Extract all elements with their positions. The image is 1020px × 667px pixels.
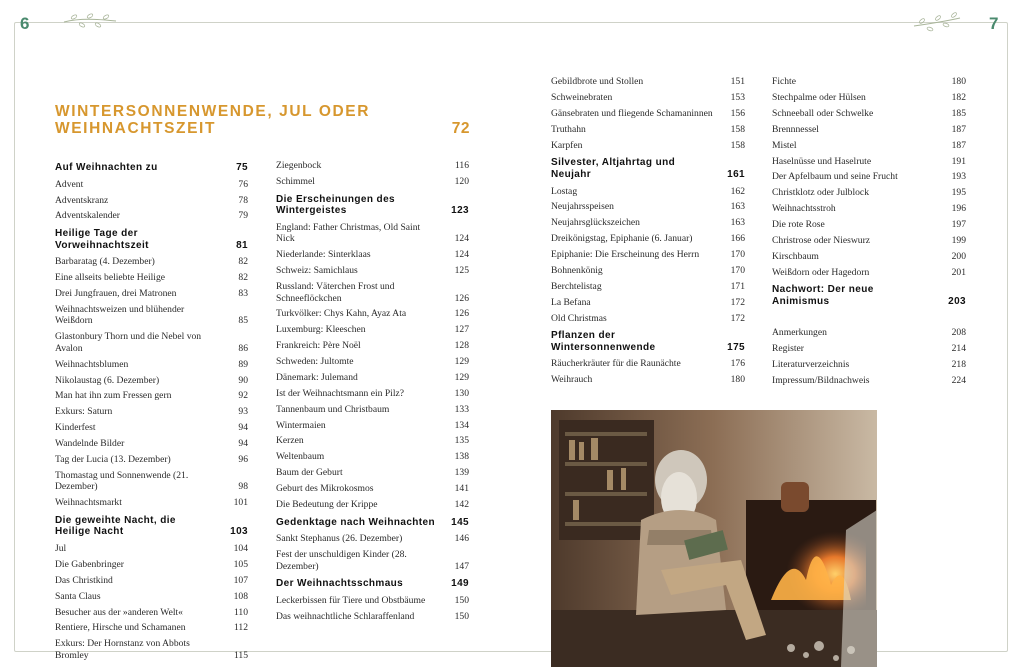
toc-entry bbox=[551, 199, 745, 215]
toc-entry-page: 82 bbox=[238, 272, 248, 284]
toc-entry-title: Adventskalender bbox=[55, 210, 121, 222]
toc-entry-page: 149 bbox=[451, 578, 469, 590]
toc-entry-page: 94 bbox=[238, 438, 248, 450]
toc-entry-page: 90 bbox=[238, 374, 248, 386]
toc-entry-title: Weihnachtsweizen und blühender Weißdorn bbox=[55, 303, 185, 327]
toc-entry bbox=[551, 215, 745, 231]
toc-entry bbox=[551, 295, 745, 311]
toc-chapter-heading bbox=[55, 511, 248, 541]
toc-entry-page: 138 bbox=[454, 451, 469, 463]
toc-entry-title: Die geweihte Nacht, die Heilige Nacht bbox=[55, 514, 176, 538]
toc-entry-page: 146 bbox=[454, 533, 469, 545]
toc-entry-title: Die rote Rose bbox=[772, 219, 825, 231]
toc-chapter-heading bbox=[55, 224, 248, 254]
toc-entry bbox=[276, 417, 469, 433]
toc-entry-page: 129 bbox=[454, 356, 469, 368]
toc-entry-title: Ist der Weihnachtsmann ein Pilz? bbox=[276, 387, 404, 399]
toc-entry bbox=[55, 372, 248, 388]
toc-entry-page: 124 bbox=[454, 233, 469, 245]
toc-entry-title: Jul bbox=[55, 543, 67, 555]
toc-entry-title: Literaturverzeichnis bbox=[772, 358, 850, 370]
toc-entry-title: Man hat ihn zum Fressen gern bbox=[55, 390, 172, 402]
toc-entry bbox=[772, 153, 966, 169]
toc-entry-title: Weltenbaum bbox=[276, 451, 325, 463]
toc-entry-title: Nikolaustag (6. Dezember) bbox=[55, 374, 160, 386]
toc-entry bbox=[276, 547, 469, 574]
toc-entry bbox=[551, 122, 745, 138]
toc-entry-title: Nachwort: Der neue Animismus bbox=[772, 284, 874, 307]
toc-entry-page: 81 bbox=[236, 239, 248, 251]
toc-entry-page: 139 bbox=[454, 467, 469, 479]
toc-entry bbox=[55, 452, 248, 468]
toc-entry-page: 187 bbox=[951, 123, 966, 135]
toc-entry-page: 156 bbox=[730, 107, 745, 119]
toc-entry-page: 172 bbox=[730, 312, 745, 324]
page-number-left: 6 bbox=[20, 14, 30, 33]
toc-entry-title: La Befana bbox=[551, 296, 591, 308]
toc-entry bbox=[551, 310, 745, 326]
toc-entry-title: Ziegenbock bbox=[276, 160, 322, 172]
toc-entry-page: 104 bbox=[233, 543, 248, 555]
toc-entry-title: Silvester, Altjahrtag und Neujahr bbox=[551, 157, 676, 180]
toc-entry bbox=[551, 247, 745, 263]
toc-entry bbox=[276, 306, 469, 322]
toc-entry-title: Karpfen bbox=[551, 139, 583, 151]
toc-entry-title: Schweden: Jultomte bbox=[276, 356, 354, 368]
toc-chapter-heading bbox=[276, 190, 469, 220]
toc-entry-page: 182 bbox=[951, 92, 966, 104]
toc-entry-page: 191 bbox=[951, 155, 966, 167]
toc-entry-page: 123 bbox=[451, 205, 469, 217]
toc-entry-page: 199 bbox=[951, 234, 966, 246]
toc-entry bbox=[55, 420, 248, 436]
toc-entry-page: 147 bbox=[454, 560, 469, 572]
toc-entry-title: Schweinebraten bbox=[551, 92, 613, 104]
toc-entry-page: 203 bbox=[948, 295, 966, 307]
toc-entry-page: 135 bbox=[454, 435, 469, 447]
toc-entry bbox=[55, 620, 248, 636]
toc-entry bbox=[772, 90, 966, 106]
toc-entry bbox=[772, 341, 966, 357]
toc-entry-title: Luxemburg: Kleeschen bbox=[276, 324, 366, 336]
toc-entry-page: 89 bbox=[238, 358, 248, 370]
toc-entry bbox=[551, 356, 745, 372]
toc-entry-title: Besucher aus der »anderen Welt« bbox=[55, 606, 183, 618]
toc-entry bbox=[772, 249, 966, 265]
toc-entry bbox=[551, 279, 745, 295]
toc-entry-title: Santa Claus bbox=[55, 590, 101, 602]
toc-entry bbox=[276, 433, 469, 449]
toc-entry bbox=[772, 138, 966, 154]
toc-entry-title: Auf Weihnachten zu bbox=[55, 162, 158, 173]
toc-entry-page: 145 bbox=[451, 516, 469, 528]
toc-entry-title: Glastonbury Thorn und die Nebel von Avalon bbox=[55, 331, 202, 354]
toc-entry-page: 218 bbox=[951, 358, 966, 370]
toc-entry-page: 161 bbox=[727, 168, 745, 180]
toc-entry-title: Räucherkräuter für die Raunächte bbox=[551, 358, 681, 370]
toc-entry bbox=[276, 593, 469, 609]
toc-entry bbox=[55, 208, 248, 224]
toc-entry bbox=[55, 357, 248, 373]
toc-chapter-heading bbox=[276, 513, 469, 532]
toc-entry bbox=[551, 231, 745, 247]
toc-entry-title: Truthahn bbox=[551, 123, 586, 135]
toc-entry bbox=[55, 302, 248, 329]
toc-entry-page: 196 bbox=[951, 203, 966, 215]
toc-entry-page: 150 bbox=[454, 610, 469, 622]
toc-column-4 bbox=[772, 74, 966, 388]
toc-entry-page: 108 bbox=[233, 590, 248, 602]
toc-entry-title: Register bbox=[772, 342, 804, 354]
toc-entry bbox=[276, 481, 469, 497]
toc-entry bbox=[551, 74, 745, 90]
toc-entry-title: Kerzen bbox=[276, 435, 304, 447]
toc-entry-title: Old Christmas bbox=[551, 312, 607, 324]
toc-entry-page: 176 bbox=[730, 358, 745, 370]
toc-entry bbox=[276, 338, 469, 354]
toc-entry-page: 195 bbox=[951, 187, 966, 199]
toc-entry-page: 180 bbox=[730, 374, 745, 386]
section-title-text: WINTERSONNENWENDE, JUL ODER WEIHNACHTSZEIT bbox=[55, 103, 371, 137]
toc-entry-title: Tag der Lucia (13. Dezember) bbox=[55, 453, 171, 465]
toc-entry-page: 158 bbox=[730, 123, 745, 135]
toc-entry-page: 180 bbox=[951, 76, 966, 88]
toc-entry-title: Tannenbaum und Christbaum bbox=[276, 403, 390, 415]
toc-entry-title: Der Apfelbaum und seine Frucht bbox=[772, 171, 898, 183]
toc-entry-page: 78 bbox=[238, 194, 248, 206]
toc-entry-title: Frankreich: Père Noël bbox=[276, 340, 361, 352]
toc-entry-page: 94 bbox=[238, 422, 248, 434]
toc-entry-page: 127 bbox=[454, 324, 469, 336]
toc-entry bbox=[772, 74, 966, 90]
toc-entry bbox=[772, 185, 966, 201]
toc-entry-page: 124 bbox=[454, 249, 469, 261]
toc-entry-title: Wandelnde Bilder bbox=[55, 438, 125, 450]
toc-entry-title: Rentiere, Hirsche und Schamanen bbox=[55, 622, 186, 634]
toc-entry-page: 92 bbox=[238, 390, 248, 402]
toc-entry-title: Bohnenkönig bbox=[551, 264, 603, 276]
toc-entry-page: 126 bbox=[454, 308, 469, 320]
toc-entry bbox=[55, 636, 248, 663]
toc-entry bbox=[55, 436, 248, 452]
toc-entry-title: Christrose oder Nieswurz bbox=[772, 234, 871, 246]
toc-entry bbox=[276, 322, 469, 338]
toc-entry-page: 153 bbox=[730, 92, 745, 104]
toc-entry-page: 105 bbox=[233, 558, 248, 570]
toc-entry-title: Sankt Stephanus (26. Dezember) bbox=[276, 533, 403, 545]
toc-entry bbox=[276, 279, 469, 306]
toc-entry-title: Adventskranz bbox=[55, 194, 109, 206]
toc-entry-page: 76 bbox=[238, 178, 248, 190]
toc-entry-page: 193 bbox=[951, 171, 966, 183]
toc-entry-title: Die Gabenbringer bbox=[55, 558, 124, 570]
toc-entry-page: 142 bbox=[454, 498, 469, 510]
toc-entry bbox=[276, 531, 469, 547]
toc-entry-title: Russland: Väterchen Frost und Schneeflöckchen bbox=[276, 281, 395, 304]
toc-entry bbox=[551, 183, 745, 199]
sprig-ornament-right bbox=[912, 10, 962, 34]
toc-entry-title: Fichte bbox=[772, 76, 796, 88]
toc-entry bbox=[772, 122, 966, 138]
toc-chapter-heading bbox=[551, 153, 745, 183]
toc-entry-page: 115 bbox=[233, 649, 248, 661]
toc-entry bbox=[55, 388, 248, 404]
toc-entry-page: 85 bbox=[238, 315, 248, 327]
toc-entry bbox=[772, 169, 966, 185]
toc-entry-title: Der Weihnachtsschmaus bbox=[276, 578, 404, 590]
toc-entry bbox=[55, 557, 248, 573]
fireplace-photo bbox=[551, 410, 877, 667]
toc-entry-page: 151 bbox=[730, 76, 745, 88]
toc-entry-page: 110 bbox=[233, 606, 248, 618]
toc-entry bbox=[772, 372, 966, 388]
toc-entry bbox=[276, 465, 469, 481]
toc-entry-title: England: Father Christmas, Old Saint Nick bbox=[276, 221, 421, 245]
toc-entry-title: Anmerkungen bbox=[772, 326, 827, 338]
toc-column-3 bbox=[551, 74, 745, 388]
toc-entry-page: 96 bbox=[238, 453, 248, 465]
toc-entry-page: 162 bbox=[730, 185, 745, 197]
toc-entry bbox=[551, 372, 745, 388]
toc-entry-page: 163 bbox=[730, 217, 745, 229]
toc-entry-page: 166 bbox=[730, 233, 745, 245]
toc-entry-title: Mistel bbox=[772, 139, 797, 151]
toc-entry bbox=[55, 286, 248, 302]
toc-entry-page: 79 bbox=[238, 210, 248, 222]
toc-entry-page: 201 bbox=[951, 266, 966, 278]
toc-chapter-heading bbox=[551, 326, 745, 356]
toc-entry bbox=[276, 220, 469, 247]
toc-entry bbox=[276, 354, 469, 370]
toc-entry-page: 208 bbox=[951, 326, 966, 338]
toc-entry bbox=[276, 247, 469, 263]
toc-entry-page: 171 bbox=[730, 280, 745, 292]
toc-entry-title: Thomastag und Sonnenwende (21. Dezember) bbox=[55, 469, 189, 493]
toc-entry-page: 107 bbox=[233, 574, 248, 586]
toc-entry-page: 128 bbox=[454, 340, 469, 352]
toc-entry bbox=[55, 495, 248, 511]
toc-entry-title: Brennnessel bbox=[772, 123, 819, 135]
toc-entry-page: 214 bbox=[951, 342, 966, 354]
toc-entry bbox=[551, 106, 745, 122]
toc-entry-title: Christklotz oder Julblock bbox=[772, 187, 869, 199]
toc-entry bbox=[276, 609, 469, 625]
toc-entry-page: 224 bbox=[951, 374, 966, 386]
toc-entry bbox=[276, 497, 469, 513]
toc-entry-title: Das weihnachtliche Schlaraffenland bbox=[276, 610, 415, 622]
toc-entry-title: Haselnüsse und Haselrute bbox=[772, 155, 872, 167]
toc-chapter-heading bbox=[55, 158, 248, 177]
toc-entry bbox=[55, 329, 248, 356]
toc-entry-title: Die Erscheinungen des Wintergeistes bbox=[276, 193, 395, 217]
toc-entry bbox=[276, 158, 469, 174]
toc-column-2 bbox=[276, 158, 469, 625]
toc-entry-title: Heilige Tage der Vorweihnachtszeit bbox=[55, 228, 149, 251]
toc-entry-page: 112 bbox=[233, 622, 248, 634]
toc-entry-title: Drei Jungfrauen, drei Matronen bbox=[55, 288, 177, 300]
toc-entry-title: Turkvölker: Chys Kahn, Ayaz Ata bbox=[276, 308, 407, 320]
toc-entry bbox=[276, 263, 469, 279]
toc-entry-title: Pflanzen der Wintersonnenwende bbox=[551, 330, 656, 353]
toc-entry-page: 129 bbox=[454, 371, 469, 383]
toc-entry-title: Neujahrsspeisen bbox=[551, 201, 614, 213]
toc-entry-page: 170 bbox=[730, 264, 745, 276]
toc-entry-title: Schweiz: Samichlaus bbox=[276, 265, 358, 277]
toc-entry bbox=[551, 138, 745, 154]
toc-entry bbox=[55, 573, 248, 589]
toc-entry-page: 197 bbox=[951, 219, 966, 231]
toc-entry-page: 175 bbox=[727, 341, 745, 353]
toc-entry bbox=[772, 217, 966, 233]
toc-entry bbox=[772, 201, 966, 217]
toc-entry-page: 125 bbox=[454, 265, 469, 277]
toc-entry-title: Exkurs: Der Hornstanz von Abbots Bromley bbox=[55, 638, 190, 661]
toc-entry bbox=[55, 404, 248, 420]
toc-chapter-heading bbox=[772, 280, 966, 310]
toc-entry-page: 172 bbox=[730, 296, 745, 308]
toc-entry bbox=[276, 449, 469, 465]
toc-entry-title: Weißdorn oder Hagedorn bbox=[772, 266, 870, 278]
toc-entry-title: Schimmel bbox=[276, 176, 315, 188]
toc-entry-page: 101 bbox=[233, 497, 248, 509]
toc-entry bbox=[55, 177, 248, 193]
toc-entry-title: Weihnachtsstroh bbox=[772, 203, 836, 215]
toc-entry bbox=[276, 174, 469, 190]
toc-entry-page: 130 bbox=[454, 387, 469, 399]
toc-entry bbox=[772, 357, 966, 373]
toc-entry-page: 170 bbox=[730, 249, 745, 261]
section-page-number: 72 bbox=[451, 120, 470, 137]
toc-entry bbox=[55, 541, 248, 557]
toc-entry bbox=[772, 265, 966, 281]
toc-entry-page: 98 bbox=[238, 481, 248, 493]
toc-entry-title: Geburt des Mikrokosmos bbox=[276, 483, 374, 495]
toc-entry-title: Fest der unschuldigen Kinder (28. Dezember) bbox=[276, 549, 407, 572]
toc-entry-title: Die Bedeutung der Krippe bbox=[276, 498, 378, 510]
toc-entry bbox=[55, 468, 248, 495]
toc-entry-page: 141 bbox=[454, 483, 469, 495]
sprig-ornament-left bbox=[62, 10, 118, 32]
toc-entry-page: 158 bbox=[730, 139, 745, 151]
toc-entry-title: Weihnachtsblumen bbox=[55, 358, 129, 370]
toc-entry-title: Neujahrsglückszeichen bbox=[551, 217, 640, 229]
toc-entry-title: Schneeball oder Schwelke bbox=[772, 107, 874, 119]
toc-entry-title: Advent bbox=[55, 178, 84, 190]
toc-entry-page: 75 bbox=[236, 162, 248, 173]
toc-entry-page: 93 bbox=[238, 406, 248, 418]
toc-entry bbox=[276, 386, 469, 402]
toc-entry-title: Gänsebraten und fliegende Schamaninnen bbox=[551, 107, 713, 119]
toc-entry-title: Baum der Geburt bbox=[276, 467, 343, 479]
toc-entry bbox=[276, 370, 469, 386]
toc-entry-page: 185 bbox=[951, 107, 966, 119]
toc-entry bbox=[772, 106, 966, 122]
toc-entry bbox=[772, 233, 966, 249]
toc-entry bbox=[55, 192, 248, 208]
toc-entry-page: 200 bbox=[951, 250, 966, 262]
toc-entry bbox=[55, 604, 248, 620]
toc-entry-page: 133 bbox=[454, 403, 469, 415]
toc-entry bbox=[772, 325, 966, 341]
toc-entry-title: Weihnachtsmarkt bbox=[55, 497, 122, 509]
toc-entry-title: Exkurs: Saturn bbox=[55, 406, 113, 418]
toc-entry bbox=[772, 310, 966, 324]
toc-entry-page: 150 bbox=[454, 595, 469, 607]
toc-entry-title: Dreikönigstag, Epiphanie (6. Januar) bbox=[551, 233, 693, 245]
toc-entry-page: 86 bbox=[238, 342, 248, 354]
toc-entry bbox=[55, 270, 248, 286]
toc-entry bbox=[551, 263, 745, 279]
toc-entry-page: 187 bbox=[951, 139, 966, 151]
toc-entry-title: Gebildbrote und Stollen bbox=[551, 76, 644, 88]
toc-entry-page: 116 bbox=[454, 160, 469, 172]
toc-entry-title: Kinderfest bbox=[55, 422, 96, 434]
toc-entry-title: Berchtelistag bbox=[551, 280, 602, 292]
toc-entry-title: Impressum/Bildnachweis bbox=[772, 374, 870, 386]
toc-entry-title: Barbaratag (4. Dezember) bbox=[55, 256, 155, 268]
toc-entry-title: Weihrauch bbox=[551, 374, 593, 386]
toc-entry-title: Lostag bbox=[551, 185, 578, 197]
toc-entry-title: Das Christkind bbox=[55, 574, 113, 586]
toc-entry bbox=[55, 589, 248, 605]
toc-entry-page: 163 bbox=[730, 201, 745, 213]
toc-entry-page: 120 bbox=[454, 176, 469, 188]
toc-entry-title: Wintermaien bbox=[276, 419, 326, 431]
toc-entry-page: 83 bbox=[238, 288, 248, 300]
toc-entry bbox=[55, 254, 248, 270]
toc-entry bbox=[276, 402, 469, 418]
toc-entry-title: Gedenktage nach Weihnachten bbox=[276, 516, 435, 528]
toc-entry-page: 134 bbox=[454, 419, 469, 431]
toc-entry-page: 82 bbox=[238, 256, 248, 268]
toc-entry-title: Epiphanie: Die Erscheinung des Herrn bbox=[551, 249, 700, 261]
toc-column-1 bbox=[55, 158, 248, 664]
toc-entry-title: Leckerbissen für Tiere und Obstbäume bbox=[276, 595, 426, 607]
toc-entry-title: Dänemark: Julemand bbox=[276, 371, 358, 383]
page-number-right: 7 bbox=[989, 14, 999, 33]
toc-chapter-heading bbox=[276, 574, 469, 593]
section-title bbox=[55, 103, 470, 137]
toc-entry bbox=[551, 90, 745, 106]
toc-entry-title: Stechpalme oder Hülsen bbox=[772, 92, 866, 104]
toc-entry-title: Eine allseits beliebte Heilige bbox=[55, 272, 166, 284]
toc-entry-title: Niederlande: Sinterklaas bbox=[276, 249, 371, 261]
toc-entry-page: 126 bbox=[454, 292, 469, 304]
toc-entry-page: 103 bbox=[230, 526, 248, 538]
toc-entry-title: Kirschbaum bbox=[772, 250, 819, 262]
